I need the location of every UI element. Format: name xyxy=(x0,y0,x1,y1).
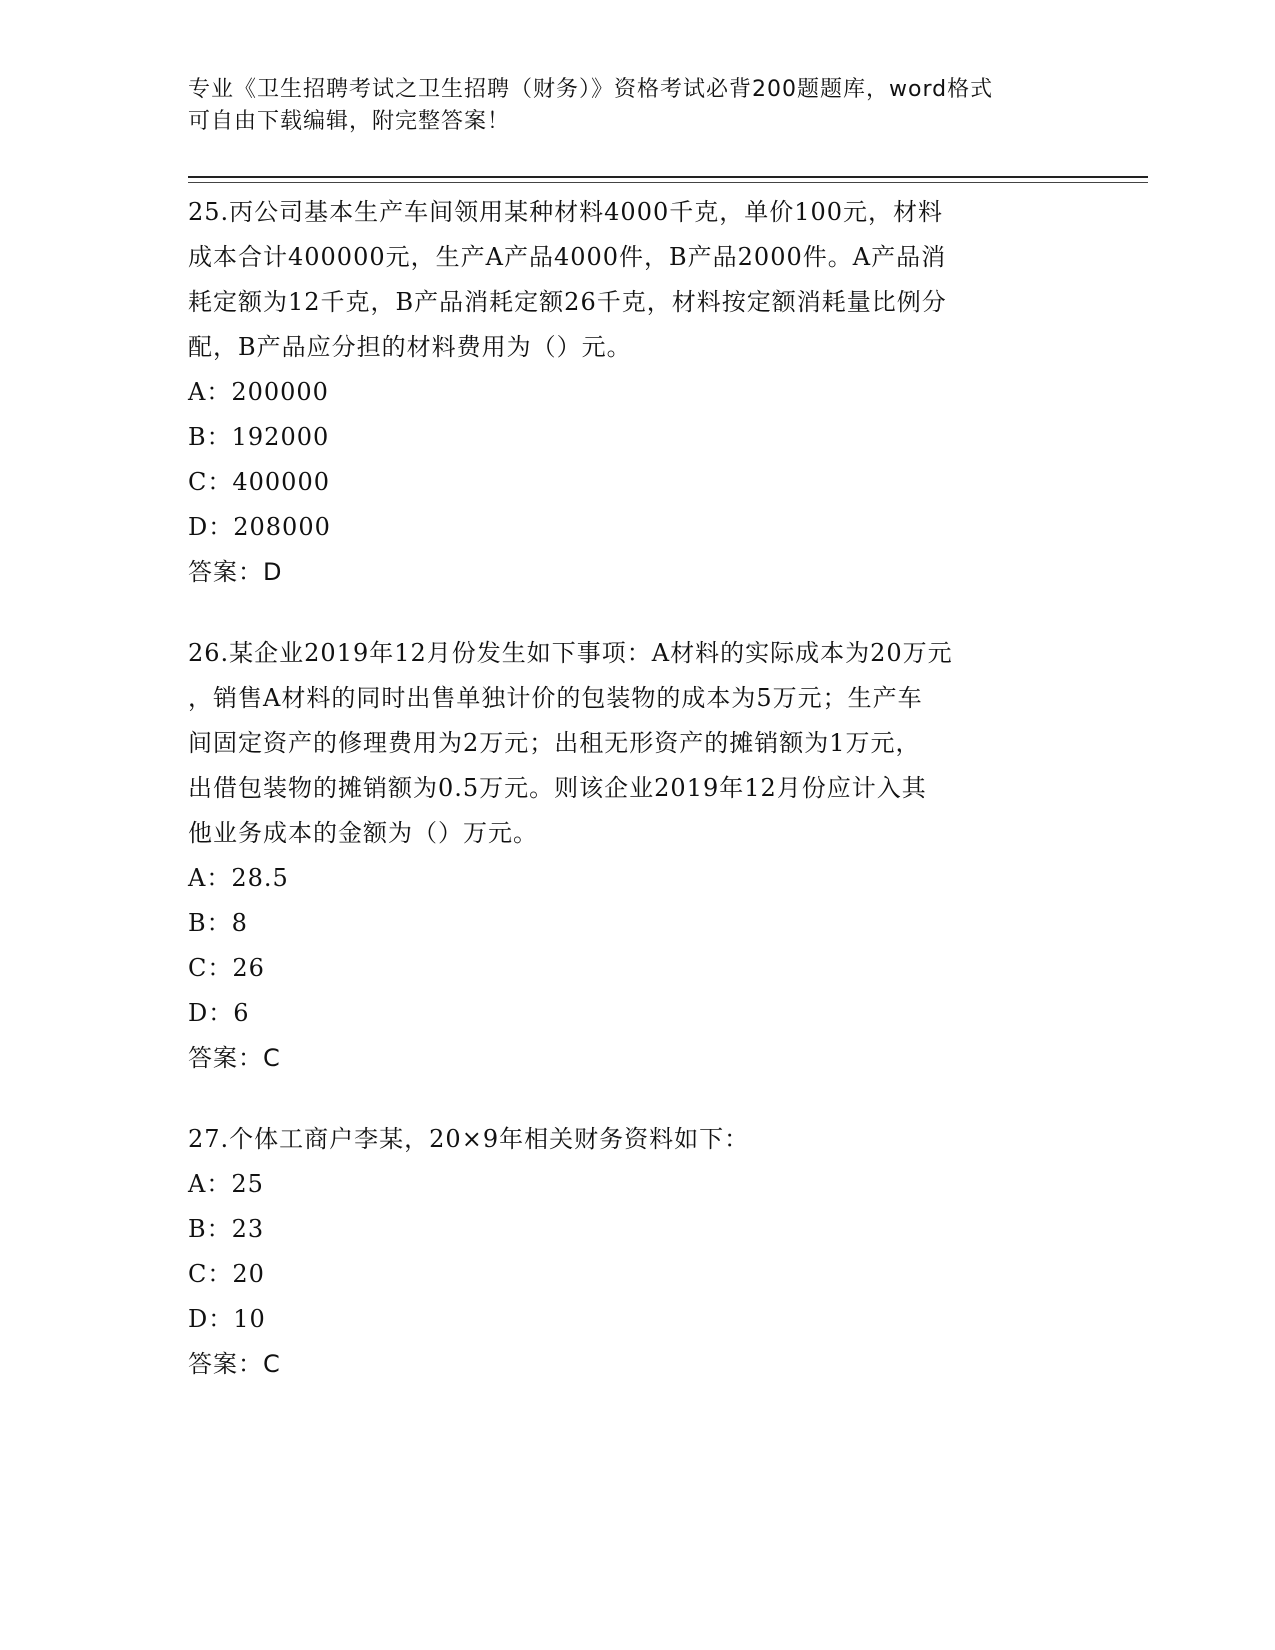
header-divider-thin xyxy=(188,182,1148,183)
question-25 xyxy=(188,190,1088,595)
option-b: B：23 xyxy=(188,1215,265,1243)
stem-line: 成本合计400000元，生产A产品4000件，B产品2000件。A产品消 xyxy=(188,243,947,271)
question-26 xyxy=(188,631,1088,1081)
stem-line: 他业务成本的金额为（）万元。 xyxy=(188,819,538,847)
document-header xyxy=(188,74,1068,138)
stem-line: ，销售A材料的同时出售单独计价的包装物的成本为5万元；生产车 xyxy=(188,684,923,712)
answer-line: 答案：C xyxy=(188,1350,281,1378)
option-c: C：20 xyxy=(188,1260,265,1288)
stem-line: 27.个体工商户李某，20×9年相关财务资料如下： xyxy=(188,1125,750,1153)
question-list xyxy=(188,190,1088,1423)
option-d: D：6 xyxy=(188,999,250,1027)
option-c: C：400000 xyxy=(188,468,330,496)
stem-line: 出借包装物的摊销额为0.5万元。则该企业2019年12月份应计入其 xyxy=(188,774,927,802)
header-line-2: 可自由下载编辑，附完整答案！ xyxy=(188,109,511,134)
question-stem xyxy=(188,631,1088,856)
answer-line: 答案：D xyxy=(188,558,283,586)
header-line-1: 专业《卫生招聘考试之卫生招聘（财务）》资格考试必背200题题库，word格式 xyxy=(188,77,994,102)
option-b: B：192000 xyxy=(188,423,330,451)
option-d: D：10 xyxy=(188,1305,266,1333)
option-a: A：200000 xyxy=(188,378,329,406)
stem-line: 配，B产品应分担的材料费用为（）元。 xyxy=(188,333,632,361)
answer-line: 答案：C xyxy=(188,1044,281,1072)
stem-line: 耗定额为12千克，B产品消耗定额26千克，材料按定额消耗量比例分 xyxy=(188,288,947,316)
option-a: A：28.5 xyxy=(188,864,289,892)
question-27 xyxy=(188,1117,1088,1387)
stem-line: 间固定资产的修理费用为2万元；出租无形资产的摊销额为1万元， xyxy=(188,729,921,757)
option-d: D：208000 xyxy=(188,513,331,541)
stem-line: 26.某企业2019年12月份发生如下事项：A材料的实际成本为20万元 xyxy=(188,639,953,667)
option-c: C：26 xyxy=(188,954,265,982)
stem-line: 25.丙公司基本生产车间领用某种材料4000千克，单价100元，材料 xyxy=(188,198,944,226)
header-divider-thick xyxy=(188,176,1148,178)
question-stem xyxy=(188,190,1088,370)
option-a: A：25 xyxy=(188,1170,264,1198)
option-b: B：8 xyxy=(188,909,248,937)
question-stem xyxy=(188,1117,1088,1162)
